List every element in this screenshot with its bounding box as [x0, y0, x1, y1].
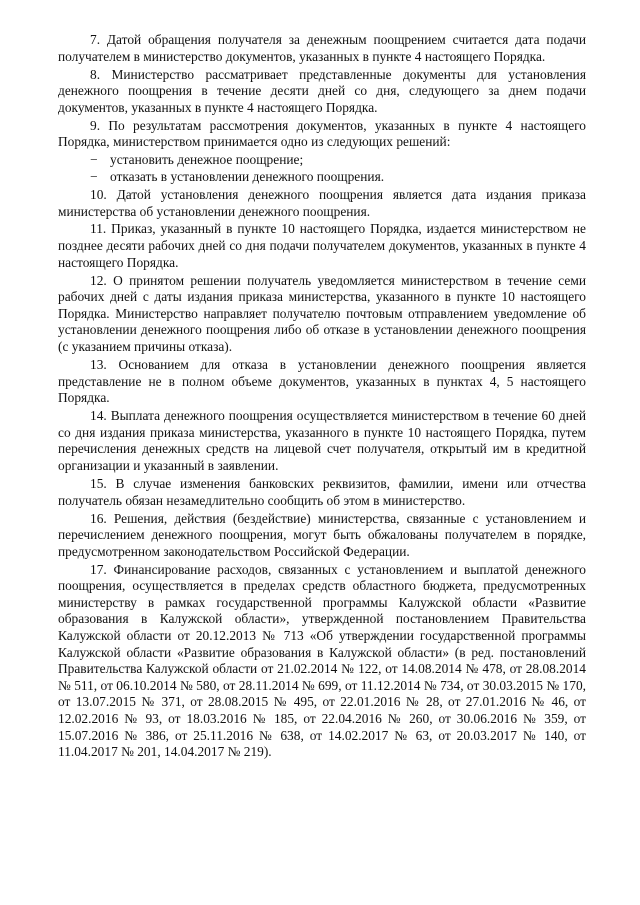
paragraph-14: 14. Выплата денежного поощрения осуществляется министерством в течение 60 дней со дня издания приказа министерства, указанного в пункте 10 настоящего Порядка, путем перечисления денежных средств на лицевой счет получателя, открытый им в кредитной организации и указанный в заявлении. [58, 408, 586, 473]
bullet-marker: − [90, 168, 98, 184]
paragraph-12: 12. О принятом решении получатель уведомляется министерством в течение семи рабочих дней с даты издания приказа министерства, указанного в пункте 10 настоящего Порядка. Министерство направляет получателю почтовым отправлением уведомление об установлении денежного поощрения либо об отказе в установлении денежного поощрения (с указанием причины отказа). [58, 272, 586, 355]
paragraph-17: 17. Финансирование расходов, связанных с установлением и выплатой денежного поощрения, осуществляется в пределах средств областного бюджета, предусмотренных министерству в рамках государственной программы Калужской области «Развитие образования в Калужской области», утвержденной постановлением Правительства Калужской области от 20.12.2013 № 713 «Об утверждении государственной программы Калужской области «Развитие образования в Калужской области» (в ред. постановлений Правительства Калужской области от 21.02.2014 № 122, от 14.08.2014 № 478, от 28.08.2014 № 511, от 06.10.2014 № 580, от 28.11.2014 № 699, от 11.12.2014 № 734, от 30.03.2015 № 170, от 13.07.2015 № 371, от 28.08.2015 № 495, от 22.01.2016 № 28, от 27.01.2016 № 46, от 12.02.2016 № 93, от 18.03.2016 № 185, от 22.04.2016 № 260, от 30.06.2016 № 359, от 15.07.2016 № 386, от 25.11.2016 № 638, от 14.02.2017 № 63, от 20.03.2017 № 140, от 11.04.2017 № 201, 14.04.2017 № 219). [58, 561, 586, 760]
document-page [58, 32, 586, 762]
paragraph-16: 16. Решения, действия (бездействие) министерства, связанные с установлением и перечислением денежного поощрения, могут быть обжалованы получателем в порядке, предусмотренном законодательством Российской Федерации. [58, 510, 586, 559]
paragraph-8: 8. Министерство рассматривает представленные документы для установления денежного поощрения в течение десяти дней со дня, следующего за днем подачи документов, указанных в пункте 4 настоящего Порядка. [58, 66, 586, 115]
paragraph-13: 13. Основанием для отказа в установлении денежного поощрения является представление не в полном объеме документов, указанных в пунктах 4, 5 настоящего Порядка. [58, 357, 586, 406]
paragraph-11: 11. Приказ, указанный в пункте 10 настоящего Порядка, издается министерством не позднее десяти рабочих дней со дня подачи получателем документов, указанных в пункте 4 настоящего Порядка. [58, 221, 586, 270]
list-item-text: отказать в установлении денежного поощрения. [110, 168, 385, 184]
list-item [58, 169, 586, 186]
paragraph-15: 15. В случае изменения банковских реквизитов, фамилии, имени или отчества получатель обязан незамедлительно сообщить об этом в министерство. [58, 475, 586, 508]
bullet-marker: − [90, 152, 98, 168]
list-item [58, 152, 586, 169]
list-item-text: установить денежное поощрение; [110, 152, 304, 168]
paragraph-7: 7. Датой обращения получателя за денежным поощрением считается дата подачи получателем в министерство документов, указанных в пункте 4 настоящего Порядка. [58, 32, 586, 64]
paragraph-9: 9. По результатам рассмотрения документов, указанных в пункте 4 настоящего Порядка, министерством принимается одно из следующих решений: [58, 117, 586, 150]
paragraph-10: 10. Датой установления денежного поощрения является дата издания приказа министерства об установлении денежного поощрения. [58, 186, 586, 219]
